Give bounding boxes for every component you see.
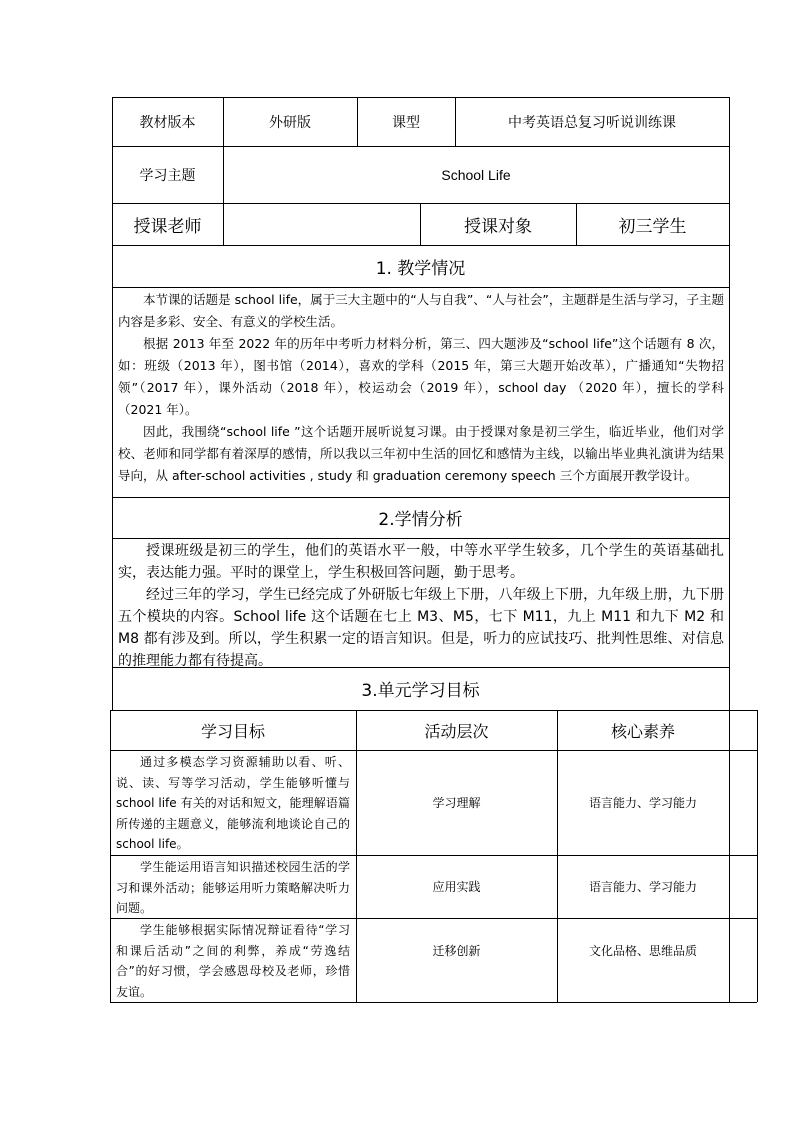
section1-body bbox=[118, 289, 724, 487]
section2-heading: 2.学情分析 bbox=[378, 510, 463, 530]
teacher-value bbox=[223, 203, 420, 245]
topic-label: 学习主题 bbox=[139, 167, 196, 184]
textbook-value: 外研版 bbox=[269, 114, 311, 131]
topic-value: School Life bbox=[441, 166, 511, 183]
lesson-type-label: 课型 bbox=[392, 114, 420, 131]
section1-paragraph: 本节课的话题是 school life，属于三大主题中的“人与自我”、“人与社会”，主题群是生活与学习，子主题内容是多彩、安全、有意义的学校生活。 bbox=[118, 292, 724, 329]
column-header-level: 活动层次 bbox=[424, 721, 489, 741]
table-row-goal: 通过多模态学习资源辅助以看、听、说、读、写等学习活动，学生能够听懂与 school life 有关的对话和短文，能理解语篇所传递的主题意义，能够流利地谈论自己的 school life。 bbox=[116, 755, 350, 851]
table-row-literacy: 语言能力、学习能力 bbox=[588, 880, 697, 894]
section2-body bbox=[118, 540, 724, 672]
table-row-level: 迁移创新 bbox=[432, 943, 481, 958]
column-header-literacy: 核心素养 bbox=[610, 721, 675, 741]
teacher-label: 授课老师 bbox=[133, 216, 202, 237]
section1-paragraph: 因此，我围绕“school life ”这个话题开展听说复习课。由于授课对象是初三学生，临近毕业，他们对学校、老师和同学都有着深厚的感情，所以我以三年初中生活的回忆和感情为主线，以输出毕业典礼演讲为结果导向，从 after-school activities , study 和 graduation ceremony speech 三个方面展开教学设计。 bbox=[118, 424, 724, 483]
section1-heading: 1. 教学情况 bbox=[375, 258, 466, 279]
table-row-goal: 学生能够根据实际情况辩证看待“学习和课后活动”之间的利弊，养成“劳逸结合”的好习惯，学会感恩母校及老师，珍惜友谊。 bbox=[116, 923, 350, 999]
table-row-goal: 学生能运用语言知识描述校园生活的学习和课外活动；能够运用听力策略解决听力问题。 bbox=[116, 860, 350, 915]
section2-paragraph: 授课班级是初三的学生，他们的英语水平一般，中等水平学生较多，几个学生的英语基础扎实，表达能力强。平时的课堂上，学生积极回答问题，勤于思考。 bbox=[118, 543, 724, 581]
target-value: 初三学生 bbox=[618, 216, 687, 237]
table-row-literacy: 语言能力、学习能力 bbox=[588, 796, 697, 810]
target-label: 授课对象 bbox=[464, 216, 532, 237]
section3-heading: 3.单元学习目标 bbox=[361, 681, 480, 701]
table-row-level: 应用实践 bbox=[432, 880, 481, 894]
section1-paragraph: 根据 2013 年至 2022 年的历年中考听力材料分析，第三、四大题涉及“school life”这个话题有 8 次，如：班级（2013 年），图书馆（2014），喜欢的学科（2015 年，第三大题开始改革），广播通知“失物招领”（2017 年），课外活动（2018 年），校运动会（2019 年），school day （2020 年），擅长的学科（2021 年）。 bbox=[118, 336, 724, 417]
table-row-literacy: 文化品格、思维品质 bbox=[588, 943, 697, 958]
table-row-level: 学习理解 bbox=[432, 796, 481, 810]
column-header-goal: 学习目标 bbox=[200, 721, 265, 741]
textbook-label: 教材版本 bbox=[139, 114, 196, 131]
section2-paragraph: 经过三年的学习，学生已经完成了外研版七年级上下册，八年级上下册，九年级上册，九下册五个模块的内容。School life 这个话题在七上 M3、M5，七下 M11，九上 M11 和九下 M2 和 M8 都有涉及到。所以，学生积累一定的语言知识。但是，听力的应试技巧、批判性思维、对信息的推理能力都有待提高。 bbox=[118, 587, 724, 669]
lesson-type-value: 中考英语总复习听说训练课 bbox=[508, 114, 676, 131]
